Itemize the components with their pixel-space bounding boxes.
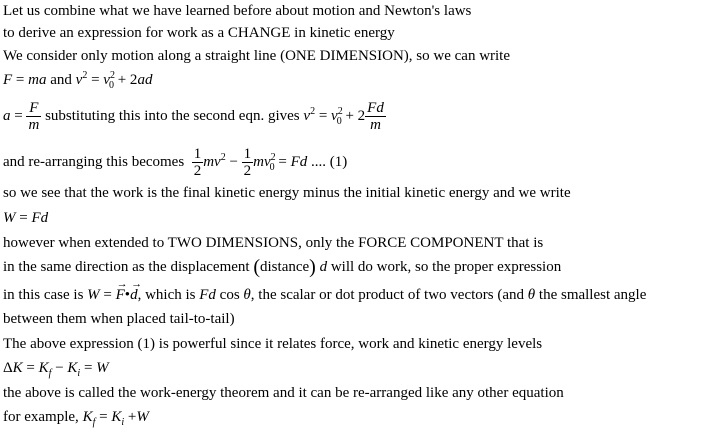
eq-F: F [3,72,13,88]
eq-ad: ad [137,72,153,88]
equation-line-14: $\Delta K = K_f - K_i = W$ [3,360,109,379]
text-line-3: We consider only motion along a straight line (ONE DIMENSION), so we can write [3,48,511,64]
eq-v: v [303,108,311,124]
eq-v0-sup: 2 [109,70,115,81]
text-line-9: however when extended to TWO DIMENSIONS, only the FORCE COMPONENT that is [3,235,544,251]
eq-and: and [46,72,76,88]
fraction-half: $\frac{1}{2}$ [193,146,202,180]
text-line-11: in this case is W = → F•→ d, which is Fd cos θ, the scalar or dot product of two vectors (and θ the smallest angle [3,286,646,304]
text-line-1: Let us combine what we have learned before about motion and Newton's laws [3,3,472,19]
text-line-10: in the same direction as the displacement (distance) d will do work, so the proper expression [3,256,562,278]
equation-line-8: W = Fd [3,210,49,226]
text-line-13: The above expression (1) is powerful since it relates force, work and kinetic energy levels [3,336,543,352]
eq-ma: ma [28,72,47,88]
eq-v0-sub: 0 [108,80,114,91]
text-line-2: to derive an expression for work as a CHANGE in kinetic energy [3,25,395,41]
eq-plus2: + 2 [113,72,138,88]
vector-F: → F [116,286,125,304]
fraction-half-2: $\frac{1}{2}$ [243,146,252,180]
eq-v: v [75,72,83,88]
text-line-15: the above is called the work-energy theorem and it can be re-arranged like any other equation [3,385,564,401]
text-line-7: so we see that the work is the final kinetic energy minus the initial kinetic energy and we write [3,185,571,201]
eq-text: and re-arranging this becomes [3,154,185,170]
equation-line-5: a = $\frac{F}{m}$ substituting this into the second eqn. gives $v^2 = v^2_0 + 2$ $\frac{Fd}{m}$ [3,100,384,134]
equation-line-16: for example, $K_f = K_i +W$ [3,409,149,428]
vector-d: → d [130,286,138,304]
fraction-F-over-m: $\frac{F}{m}$ [28,100,40,134]
eq-v-sup: 2 [82,70,88,81]
eq-eq: = [15,72,29,88]
eq-eq2: = [87,72,104,88]
equation-line-6: and re-arranging this becomes $\frac{1}{2}$ $mv^2$ − $\frac{1}{2}$ $mv^2_0 = Fd$ .... (1) [3,146,348,180]
text-line-12: between them when placed tail-to-tail) [3,311,235,327]
fraction-Fd-over-m: $\frac{Fd}{m}$ [367,100,384,134]
equation-line-4 [3,71,152,89]
eq-eq: = [10,108,27,124]
eq-v0: v [103,72,110,88]
eq-text: substituting this into the second eqn. gives [45,108,300,124]
eq-a: a [3,108,11,124]
